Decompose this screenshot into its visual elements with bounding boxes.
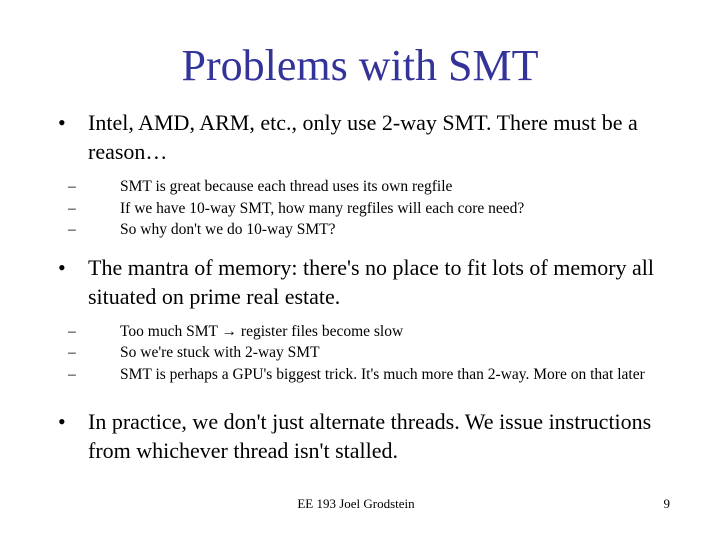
page-number: 9 (663, 496, 670, 511)
bullet-item (58, 108, 668, 166)
sub-text: If we have 10-way SMT, how many regfiles will each core need? (120, 199, 525, 217)
sub-item (62, 364, 668, 386)
dash-icon: – (68, 221, 76, 238)
sub-item (62, 342, 668, 364)
bullet-item (58, 253, 668, 311)
dash-icon: – (68, 344, 76, 361)
bullet-text: The mantra of memory: there's no place to fit lots of memory all situated on prime real estate. (88, 254, 655, 309)
sub-text: SMT is perhaps a GPU's biggest trick. It's much more than 2-way. More on that later (120, 365, 645, 383)
dash-icon: – (68, 322, 76, 340)
sub-text: So why don't we do 10-way SMT? (120, 221, 336, 238)
sub-item (62, 198, 668, 220)
dash-icon: – (68, 365, 76, 383)
bullet-dot-icon: • (58, 110, 66, 135)
bullet-dot-icon: • (58, 409, 66, 434)
dash-icon: – (68, 178, 76, 195)
footer-author: EE 193 Joel Grodstein (297, 496, 415, 511)
bullet-item (58, 407, 668, 465)
sub-list (62, 176, 668, 241)
sub-item (62, 321, 668, 343)
sub-list (62, 321, 668, 386)
bullet-text: In practice, we don't just alternate threads. We issue instructions from whichever thread isn't stalled. (88, 409, 652, 463)
sub-text: Too much SMT → register files become slow (120, 322, 404, 340)
bullet-dot-icon: • (58, 254, 66, 280)
sub-item (62, 176, 668, 198)
dash-icon: – (68, 199, 76, 217)
slide-content (58, 108, 668, 465)
sub-text: SMT is great because each thread uses its own regfile (120, 178, 453, 195)
sub-text: So we're stuck with 2-way SMT (120, 344, 320, 361)
bullet-text: Intel, AMD, ARM, etc., only use 2-way SMT. There must be a reason… (88, 110, 638, 164)
slide-title: Problems with SMT (181, 41, 539, 90)
sub-item (62, 219, 668, 241)
